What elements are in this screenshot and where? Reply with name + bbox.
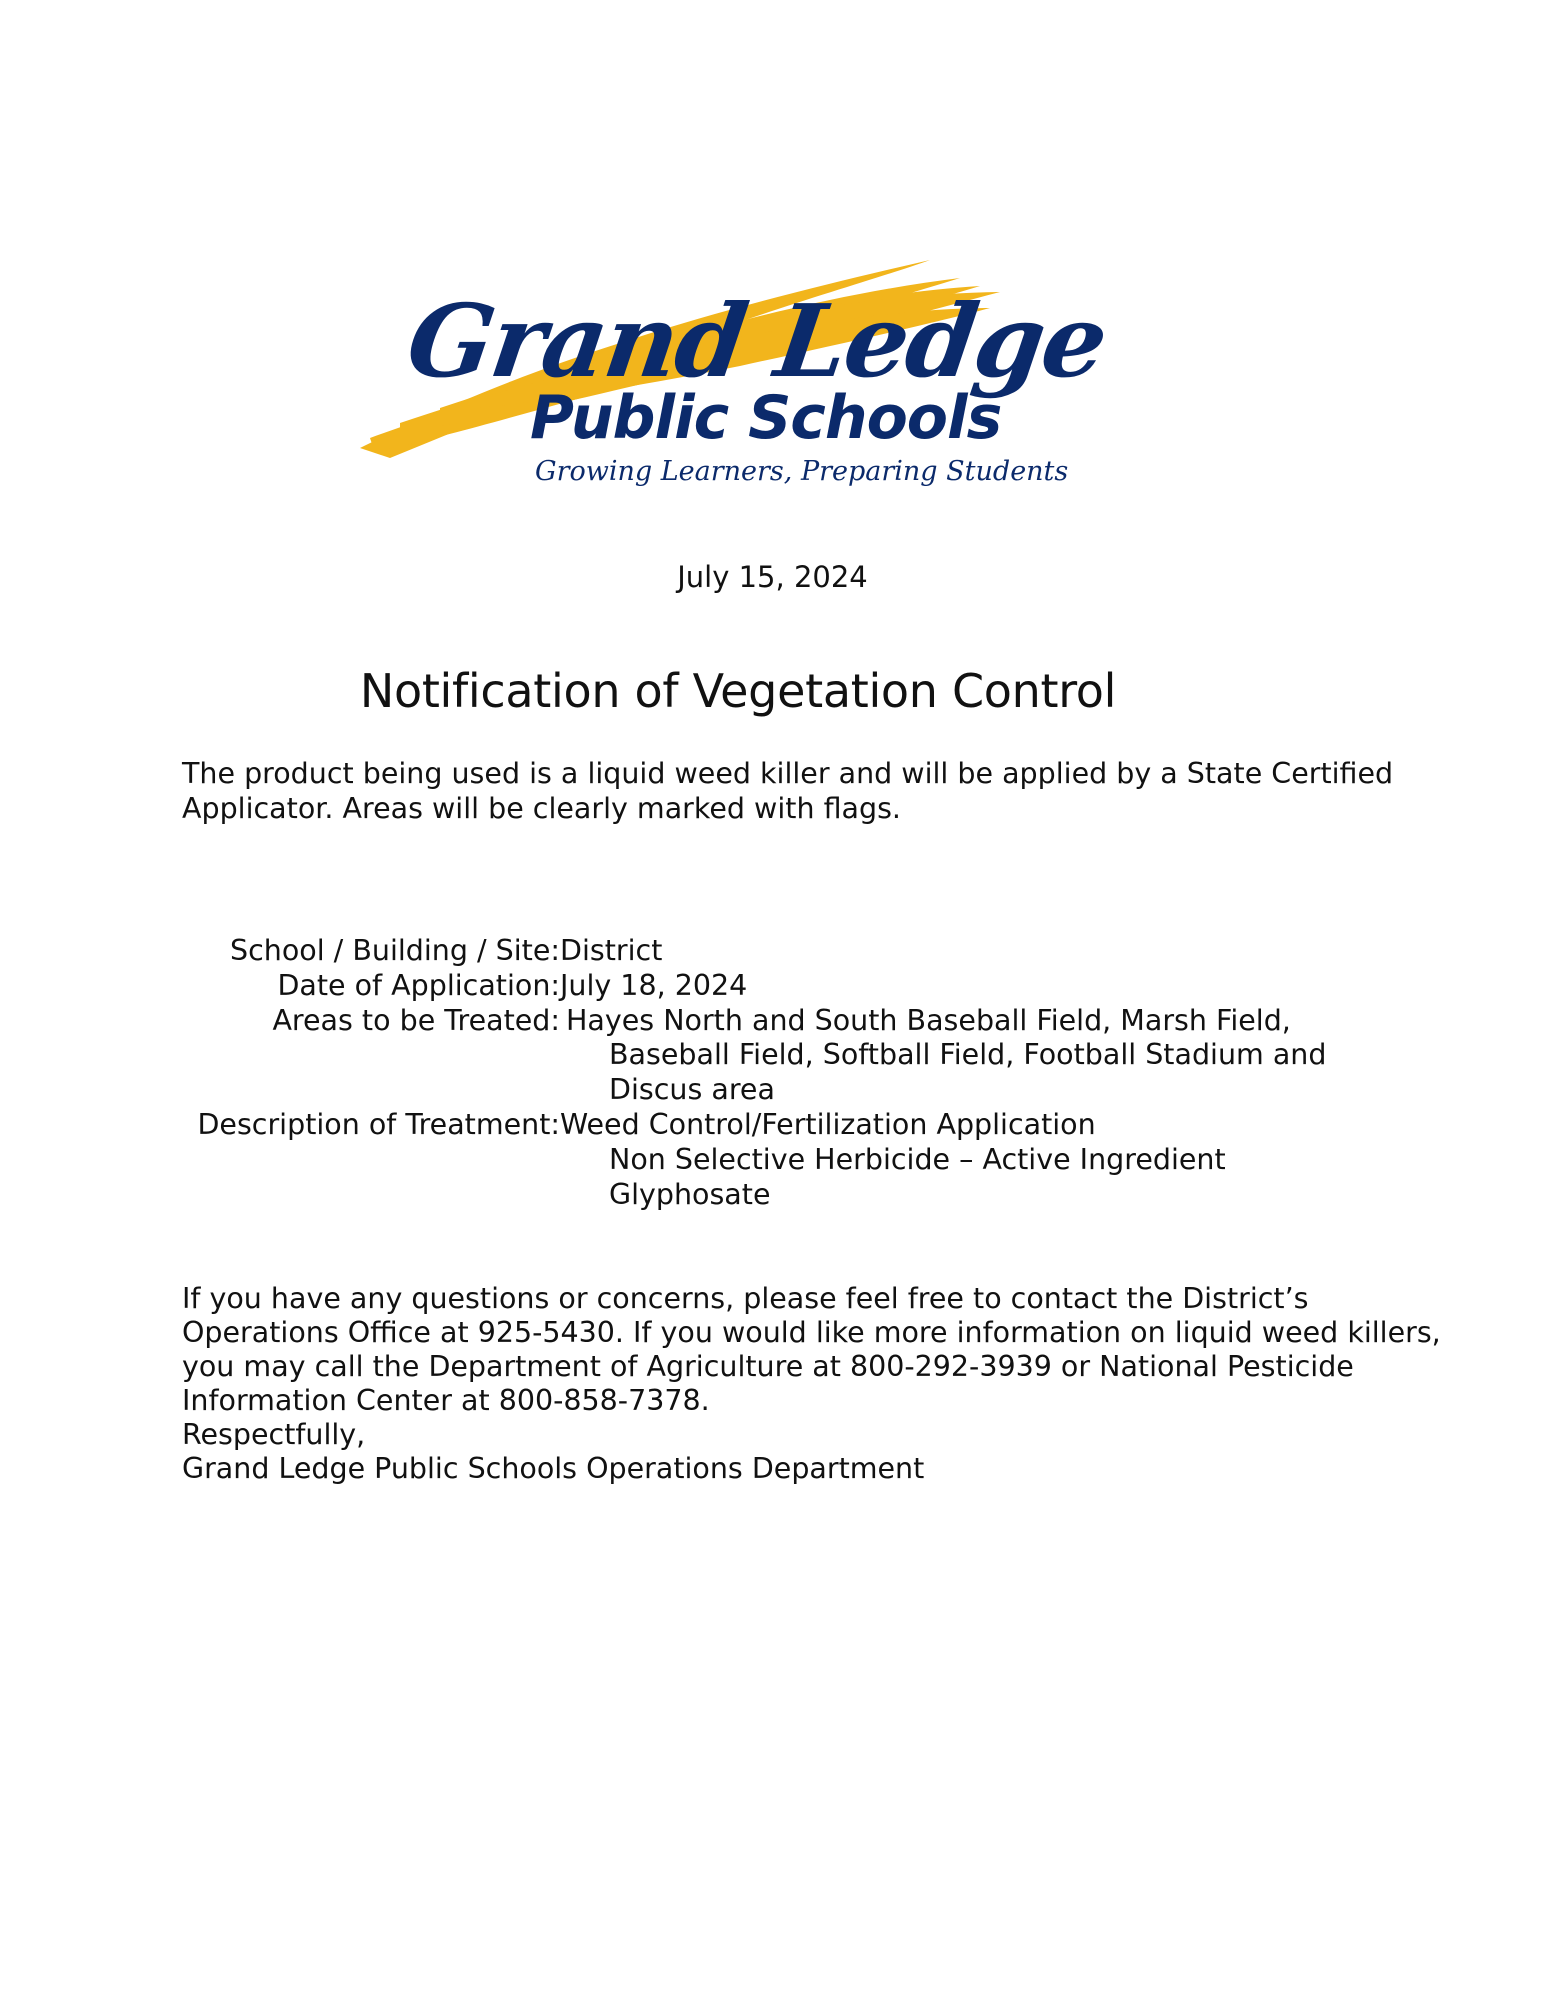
- areas-value-continued: Discus area: [609, 1073, 775, 1107]
- logo-graphic: [360, 248, 1120, 498]
- district-logo: [360, 248, 1120, 498]
- intro-line: Applicator. Areas will be clearly marked with flags.: [182, 791, 901, 825]
- intro-line: The product being used is a liquid weed killer and will be applied by a State Certified: [182, 757, 1394, 790]
- detail-row-site: [0, 934, 1545, 969]
- closing-line: Information Center at 800-858-7378.: [182, 1384, 710, 1417]
- signature-department: Grand Ledge Public Schools Operations Department: [182, 1452, 925, 1485]
- detail-row-areas: [0, 1004, 1545, 1039]
- application-date-label: Date of Application:: [277, 968, 560, 1002]
- logo-line2: Public Schools: [530, 383, 1002, 453]
- detail-row-treatment: [0, 1108, 1545, 1143]
- site-value: District: [560, 934, 663, 967]
- areas-label: Areas to be Treated:: [272, 1003, 560, 1037]
- areas-value: Hayes North and South Baseball Field, Marsh Field,: [566, 1003, 1291, 1037]
- logo-tagline: Growing Learners, Preparing Students: [535, 456, 1069, 487]
- detail-row-date: [0, 969, 1545, 1004]
- closing-line: If you have any questions or concerns, please feel free to contact the District’s: [182, 1282, 1309, 1315]
- logo-line1: Grand Ledge: [400, 282, 1113, 400]
- site-label: School / Building / Site:: [230, 934, 560, 967]
- page-title: Notification of Vegetation Control: [359, 664, 1117, 718]
- application-date-value: July 18, 2024: [560, 968, 748, 1002]
- letter-date: July 15, 2024: [677, 560, 868, 594]
- closing-paragraph: [182, 1282, 1441, 1486]
- treatment-value: Weed Control/Fertilization Application: [560, 1107, 1096, 1141]
- areas-value-continued: Baseball Field, Softball Field, Football Stadium and: [609, 1038, 1327, 1072]
- treatment-details: [0, 934, 1545, 1212]
- sign-off: Respectfully,: [182, 1418, 366, 1451]
- treatment-value-continued: Non Selective Herbicide – Active Ingredient: [609, 1142, 1226, 1176]
- intro-paragraph: [182, 757, 1394, 826]
- treatment-value-continued: Glyphosate: [609, 1177, 771, 1211]
- treatment-label: Description of Treatment:: [197, 1107, 560, 1141]
- closing-line: you may call the Department of Agriculture at 800-292-3939 or National Pesticide: [182, 1350, 1354, 1383]
- closing-line: Operations Office at 925-5430. If you would like more information on liquid weed killers,: [182, 1316, 1441, 1349]
